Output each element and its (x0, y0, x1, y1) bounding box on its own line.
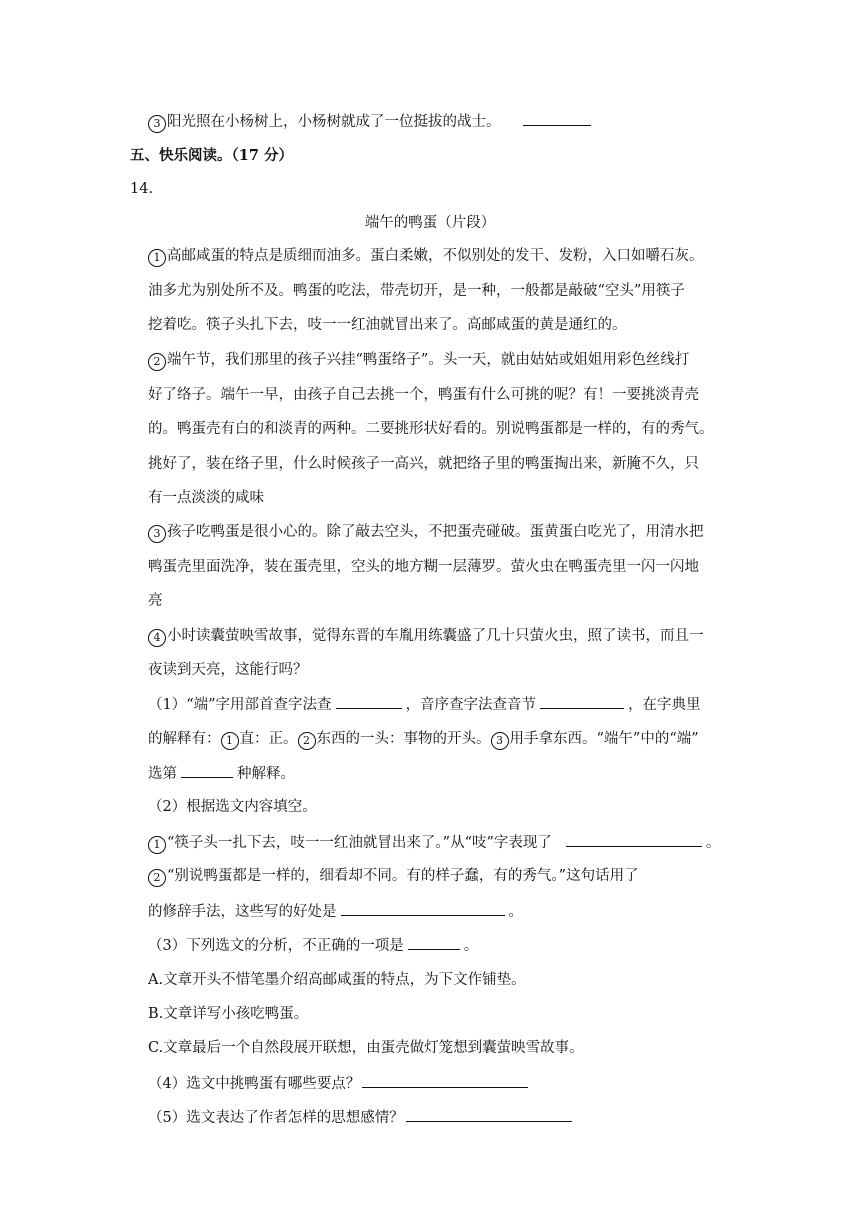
circled-number: 3 (491, 732, 509, 750)
definition-text: 用手拿东西。“端午”中的“端” (509, 731, 699, 747)
paragraph-1-line-2: 油多尤为别处所不及。鸭蛋的吃法，带壳切开，是一种，一般都是敲破“空头”用筷子 (148, 283, 685, 299)
line-text: 小时读囊萤映雪故事，觉得东晋的车胤用练囊盛了几十只萤火虫，照了读书，而且一 (167, 628, 704, 644)
option-c: C.文章最后一个自然段展开联想，由蛋壳做灯笼想到囊萤映雪故事。 (148, 1040, 584, 1056)
question-3 (148, 935, 478, 956)
paragraph-3-line-2: 鸭蛋壳里面洗净，装在蛋壳里，空头的地方糊一层薄罗。萤火虫在鸭蛋壳里一闪一闪地 (148, 559, 699, 575)
punctuation: 。 (508, 904, 523, 920)
question-2-2-line-2 (148, 901, 523, 922)
question-text: （4）选文中挑鸭蛋有哪些要点？ (148, 1076, 361, 1092)
answer-blank[interactable] (408, 935, 460, 950)
question-4 (148, 1073, 532, 1094)
question-2-2-line-1 (148, 866, 639, 887)
definition-text: 东西的一头：事物的开头。 (316, 731, 491, 747)
punctuation: 。 (463, 938, 479, 954)
answer-blank[interactable] (406, 1107, 572, 1122)
paragraph-2-line-4: 挑好了，装在络子里，什么时候孩子一高兴，就把络子里的鸭蛋掏出来，新腌不久，只 (148, 456, 699, 472)
answer-blank[interactable] (540, 694, 624, 709)
question-1-line-1 (148, 694, 701, 715)
item-text: 阳光照在小杨树上，小杨树就成了一位挺拔的战士。 (167, 114, 501, 130)
circled-number: 4 (148, 629, 166, 647)
question-1-line-2 (148, 729, 699, 750)
definition-text: 直：正。 (239, 731, 298, 747)
paragraph-4-line-1 (148, 626, 704, 647)
circled-number: 2 (148, 353, 166, 371)
circled-number: 3 (148, 115, 166, 133)
circled-number: 3 (148, 525, 166, 543)
paragraph-2-line-5: 有一点淡淡的咸味 (148, 490, 264, 506)
answer-blank[interactable] (523, 111, 591, 126)
punctuation: 。 (705, 835, 721, 851)
q13-item-3 (148, 111, 595, 133)
question-text: （3）下列选文的分析，不正确的一项是 (148, 938, 404, 954)
question-text: 种解释。 (237, 766, 295, 782)
answer-blank[interactable] (566, 832, 702, 847)
question-text: “筷子头一扎下去，吱一一红油就冒出来了。”从“吱”字表现了 (167, 835, 552, 851)
answer-blank[interactable] (336, 694, 402, 709)
paragraph-2-line-3: 的。鸭蛋壳有白的和淡青的两种。二要挑形状好看的。别说鸭蛋都是一样的，有的秀气。 (148, 421, 714, 437)
answer-blank[interactable] (181, 763, 233, 778)
paragraph-1-line-3: 挖着吃。筷子头扎下去，吱一一红油就冒出来了。高邮咸蛋的黄是通红的。 (148, 317, 627, 333)
paragraph-1-line-1 (148, 246, 704, 267)
question-2-heading: （2）根据选文内容填空。 (148, 799, 317, 815)
circled-number: 2 (298, 732, 316, 750)
question-text: 的修辞手法，这些写的好处是 (148, 904, 337, 920)
question-text: ，在字典里 (628, 697, 701, 713)
answer-blank[interactable] (362, 1073, 528, 1088)
option-a: A.文章开头不惜笔墨介绍高邮咸蛋的特点，为下文作铺垫。 (148, 972, 526, 988)
paragraph-2-line-2: 好了络子。端午一早，由孩子自己去挑一个，鸭蛋有什么可挑的呢？有！一要挑淡青壳 (148, 387, 699, 403)
paragraph-2-line-1 (148, 350, 689, 371)
question-text: ，音序查字法查音节 (405, 697, 537, 713)
question-text: “别说鸭蛋都是一样的，细看却不同。有的样子蠢，有的秀气。”这句话用了 (167, 868, 639, 884)
line-text: 高邮咸蛋的特点是质细而油多。蛋白柔嫩，不似别处的发干、发粉，入口如嚼石灰。 (167, 248, 704, 264)
question-text: 选第 (148, 766, 177, 782)
line-text: 端午节，我们那里的孩子兴挂“鸭蛋络子”。头一天，就由姑姑或姐姐用彩色丝线打 (167, 352, 690, 368)
paragraph-4-line-2: 夜读到天亮，这能行吗？ (148, 662, 308, 678)
circled-number: 1 (148, 836, 166, 854)
question-number: 14. (130, 181, 154, 197)
circled-number: 1 (221, 732, 239, 750)
line-text: 孩子吃鸭蛋是很小心的。除了敲去空头，不把蛋壳碰破。蛋黄蛋白吃光了，用清水把 (167, 524, 704, 540)
question-1-line-3 (148, 763, 295, 784)
question-text: （5）选文表达了作者怎样的思想感情？ (148, 1110, 404, 1126)
question-text: 的解释有： (148, 731, 221, 747)
question-2-1 (148, 832, 720, 854)
paragraph-3-line-1 (148, 522, 704, 543)
passage-title: 端午的鸭蛋（片段） (364, 215, 496, 231)
question-5 (148, 1107, 576, 1128)
option-b: B.文章详写小孩吃鸭蛋。 (148, 1006, 309, 1022)
circled-number: 1 (148, 249, 166, 267)
question-text: （1）“端”字用部首查字法查 (148, 697, 332, 713)
section-heading: 五、快乐阅读。（17 分） (130, 147, 293, 164)
paragraph-3-line-3: 亮 (148, 593, 163, 609)
circled-number: 2 (148, 869, 166, 887)
answer-blank[interactable] (341, 901, 505, 916)
